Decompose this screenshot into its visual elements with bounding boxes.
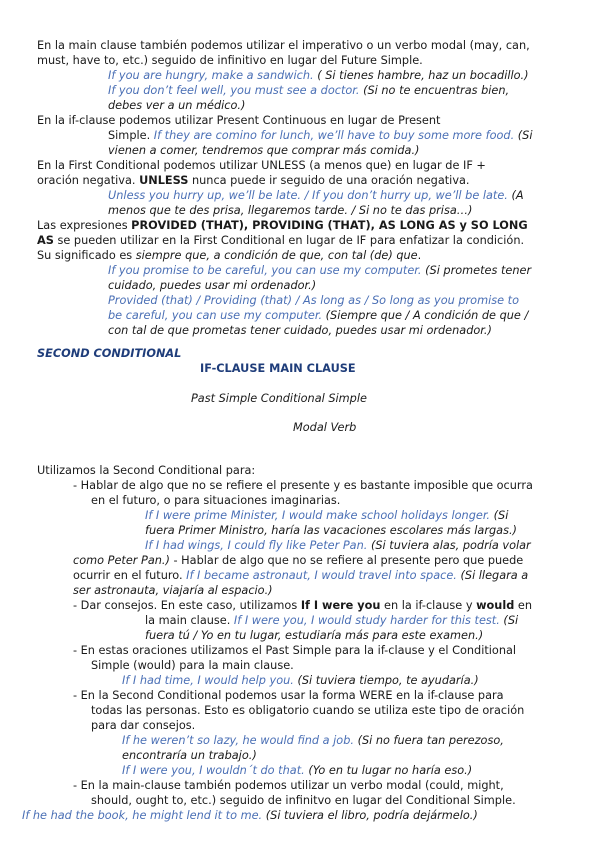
unless-note-line-2 <box>37 173 470 188</box>
example-translation: (Si tuviera tiempo, te ayudaría.) <box>297 674 479 687</box>
example-english: If you don’t feel well, you must see a doctor. <box>108 84 360 97</box>
were-note-line-1: - En la Second Conditional podemos usar la forma WERE en la if-clause para <box>73 689 504 702</box>
unless-keyword: UNLESS <box>139 174 189 187</box>
example-translation: (Si no te encuentras bien, <box>363 84 510 97</box>
present-continuous-note-line-2: Simple. <box>108 129 151 142</box>
modal-note-line-1: - En la main-clause también podemos utilizar un verbo modal (could, might, <box>73 779 504 792</box>
example-wings <box>145 538 531 553</box>
example-english: If I had wings, I could fly like Peter Pan. <box>145 539 368 552</box>
example-lazy-translation-cont: encontraría un trabajo.) <box>122 749 257 762</box>
provided-meaning-end: . <box>417 249 422 262</box>
advice-text-e: en <box>514 599 533 612</box>
advice-text-a: - Dar consejos. En este caso, utilizamos <box>73 599 301 612</box>
example-lazy <box>122 733 504 748</box>
provided-note-line-2 <box>37 233 524 248</box>
unless-text-a: oración negativa. <box>37 174 140 187</box>
example-translation: (Si <box>517 129 533 142</box>
example-english: If I had time, I would help you. <box>122 674 294 687</box>
uses-intro: Utilizamos la Second Conditional para: <box>37 464 256 477</box>
unless-note-line-1: En la First Conditional podemos utilizar UNLESS (a menos que) en lugar de IF + <box>37 159 486 172</box>
example-translation: (Si no fuera tan perezoso, <box>357 734 504 747</box>
were-note-line-3: para dar consejos. <box>91 719 196 732</box>
example-english: If I became astronaut, I would travel into space. <box>186 569 457 582</box>
use-future-text: - Hablar de algo que no se refiere al presente pero que puede <box>169 554 524 567</box>
example-translation: (Yo en tu lugar no haría eso.) <box>308 764 473 777</box>
provided-text-b: se pueden utilizar en la First Conditional en lugar de IF para enfatizar la condición. <box>53 234 525 247</box>
example-english: If I were you, I would study harder for this test. <box>233 614 500 627</box>
example-english: be careful, you can use my computer. <box>108 309 323 322</box>
example-english: If I were prime Minister, I would make school holidays longer. <box>145 509 491 522</box>
provided-meaning-label: Su significado es <box>37 249 136 262</box>
provided-note-line-1 <box>37 218 528 233</box>
example-provided-translation-cont: con tal de que prometas tener cuidado, puedes usar mi ordenador.) <box>108 324 492 337</box>
example-computer <box>108 263 531 278</box>
example-wouldnt <box>122 763 472 778</box>
advice-text-c: en la if-clause y <box>380 599 477 612</box>
example-lunch-translation-cont: vienen a comer, tendremos que comprar más comida.) <box>108 144 420 157</box>
advice-keyword-if-i-were-you: If I were you <box>300 599 381 612</box>
example-provided-line-1: Provided (that) / Providing (that) / As long as / So long as you promise to <box>108 294 519 307</box>
past-simple-note-line-2: Simple (would) para la main clause. <box>91 659 294 672</box>
example-book <box>22 808 478 823</box>
example-translation: (Si tuviera alas, podría volar <box>370 539 531 552</box>
example-english: If they are comino for lunch, we’ll have to buy some more food. <box>153 129 515 142</box>
example-doctor-translation-cont: debes ver a un médico.) <box>108 99 246 112</box>
use-future-line-2 <box>73 568 528 583</box>
example-translation: (A <box>511 189 524 202</box>
example-doctor <box>108 83 509 98</box>
example-english: If you promise to be careful, you can use my computer. <box>108 264 422 277</box>
imperative-note-line-2: must, have to, etc.) seguido de infinitivo en lugar del Future Simple. <box>37 54 423 67</box>
provided-keyword-as: AS <box>37 234 54 247</box>
example-translation: ( Si tienes hambre, haz un bocadillo.) <box>317 69 529 82</box>
example-unless <box>108 188 524 203</box>
example-translation: (Si llegara a <box>460 569 529 582</box>
example-translation: (Si <box>503 614 519 627</box>
example-english: If he had the book, he might lend it to me. <box>22 809 263 822</box>
example-provided-line-2 <box>108 308 528 323</box>
example-translation: (Siempre que / A condición de que / <box>325 309 529 322</box>
example-prime-minister <box>145 508 508 523</box>
use-hypothetical-line-1: - Hablar de algo que no se refiere el presente y es bastante imposible que ocurra <box>73 479 533 492</box>
example-english: If I were you, I wouldn´t do that. <box>122 764 305 777</box>
section-heading: SECOND CONDITIONAL <box>37 347 182 360</box>
advice-keyword-would: would <box>476 599 515 612</box>
example-study-translation-cont: fuera tú / Yo en tu lugar, estudiaría más para este examen.) <box>145 629 484 642</box>
provided-note-line-3 <box>37 248 421 263</box>
example-prime-minister-translation-cont: fuera Primer Ministro, haría las vacaciones escolares más largas.) <box>145 524 517 537</box>
were-note-line-2: todas las personas. Esto es obligatorio cuando se utiliza este tipo de oración <box>91 704 525 717</box>
advice-text-cont: la main clause. <box>145 614 234 627</box>
example-astronaut-translation-cont: ser astronauta, viajaría al espacio.) <box>73 584 273 597</box>
unless-text-c: nunca puede ir seguido de una oración negativa. <box>188 174 470 187</box>
example-translation: (Si prometes tener <box>425 264 532 277</box>
example-wings-translation-cont: como Peter Pan.) <box>73 554 170 567</box>
structure-table-row-1: Past Simple Conditional Simple <box>191 392 367 405</box>
past-simple-note-line-1: - En estas oraciones utilizamos el Past Simple para la if-clause y el Conditional <box>73 644 517 657</box>
use-advice-line-1 <box>73 598 532 613</box>
example-hungry <box>108 68 529 83</box>
provided-meaning: siempre que, a condición de que, con tal (de) que <box>135 249 418 262</box>
example-english: If he weren’t so lazy, he would find a job. <box>122 734 354 747</box>
present-continuous-note-line-1: En la if-clause podemos utilizar Present Continuous en lugar de Present <box>37 114 441 127</box>
use-future-text-cont: ocurrir en el futuro. <box>73 569 187 582</box>
example-translation: (Si tuviera el libro, podría dejármelo.) <box>265 809 478 822</box>
example-unless-translation-cont: menos que te des prisa, llegaremos tarde. / Si no te das prisa…) <box>108 204 473 217</box>
example-english: If you are hungry, make a sandwich. <box>108 69 314 82</box>
structure-table-row-2: Modal Verb <box>293 421 357 434</box>
example-english: Unless you hurry up, we’ll be late. / If you don’t hurry up, we’ll be late. <box>108 189 508 202</box>
example-translation: (Si <box>493 509 509 522</box>
use-hypothetical-line-2: en el futuro, o para situaciones imaginarias. <box>91 494 341 507</box>
use-advice-line-2 <box>145 613 518 628</box>
imperative-note-line-1: En la main clause también podemos utilizar el imperativo o un verbo modal (may, can, <box>37 39 530 52</box>
provided-keywords: PROVIDED (THAT), PROVIDING (THAT), AS LONG AS y SO LONG <box>131 219 528 232</box>
example-time <box>122 673 479 688</box>
modal-note-line-2: should, ought to, etc.) seguido de infinitvo en lugar del Conditional Simple. <box>91 794 516 807</box>
example-computer-translation-cont: cuidado, puedes usar mi ordenador.) <box>108 279 317 292</box>
provided-text-a: Las expresiones <box>37 219 132 232</box>
structure-table-header: IF-CLAUSE MAIN CLAUSE <box>200 362 356 375</box>
example-lunch <box>108 128 532 143</box>
use-future-line-1 <box>73 553 523 568</box>
